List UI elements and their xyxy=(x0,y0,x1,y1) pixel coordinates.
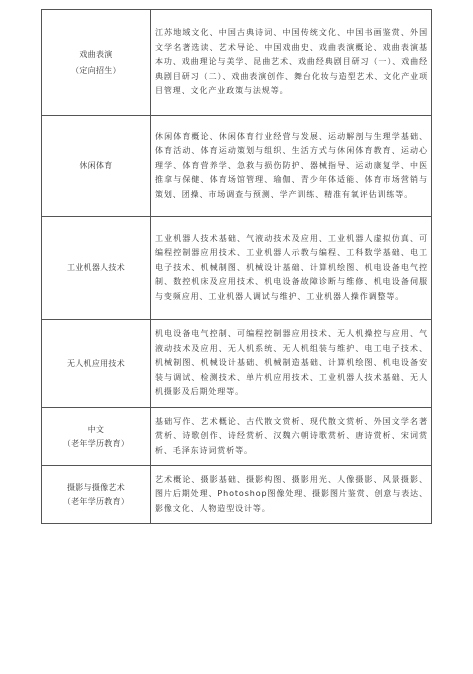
major-name: 中文 xyxy=(87,424,105,434)
major-note: （老年学历教育） xyxy=(62,438,130,448)
courses-cell: 基础写作、艺术概论、古代散文赏析、现代散文赏析、外国文学名著赏析、诗歌创作、诗经赏析、汉魏六朝诗歌赏析、唐诗赏析、宋词赏析、毛泽东诗词赏析等。 xyxy=(151,408,432,466)
table-row xyxy=(42,116,432,217)
courses-cell: 江苏地域文化、中国古典诗词、中国传统文化、中国书画鉴赏、外国文学名著选读、艺术导论、中国戏曲史、戏曲表演概论、戏曲表演基本功、戏曲理论与美学、昆曲艺术、戏曲经典剧目研习（一）、戏曲经典剧目研习（二）、戏曲表演创作、舞台化妆与造型艺术、文化产业项目管理、文化产业政策与法规等。 xyxy=(151,10,432,116)
major-cell xyxy=(42,320,151,408)
major-note: （老年学历教育） xyxy=(62,496,130,506)
table-row xyxy=(42,320,432,408)
major-cell xyxy=(42,466,151,524)
major-cell xyxy=(42,116,151,217)
major-name: 戏曲表演 xyxy=(79,49,113,59)
table-row xyxy=(42,217,432,320)
courses-cell: 工业机器人技术基础、气液动技术及应用、工业机器人虚拟仿真、可编程控制器应用技术、工业机器人示教与编程、工科数学基础、电工电子技术、机械制图、机械设计基础、计算机绘图、机电设备电气控制、数控机床及应用技术、机电设备故障诊断与维修、机电设备伺服与变频应用、工业机器人调试与维护、工业机器人操作调整等。 xyxy=(151,217,432,320)
major-cell xyxy=(42,217,151,320)
courses-cell: 休闲体育概论、休闲体育行业经营与发展、运动解剖与生理学基础、体育活动、体育运动策划与组织、生活方式与休闲体育教育、运动心理学、体育营养学、急救与损伤防护、器械指导、运动康复学、中医推拿与保健、体育场馆管理、瑜伽、青少年体适能、体育市场营销与策划、团操、市场调查与预测、学产训练、精准有氧评估训练等。 xyxy=(151,116,432,217)
table-row xyxy=(42,408,432,466)
courses-cell: 艺术概论、摄影基础、摄影构图、摄影用光、人像摄影、风景摄影、图片后期处理、Photoshop图像处理、摄影图片鉴赏、创意与表达、影像文化、人物造型设计等。 xyxy=(151,466,432,524)
major-name: 摄影与摄像艺术 xyxy=(66,482,126,492)
major-name: 工业机器人技术 xyxy=(66,263,126,272)
major-cell xyxy=(42,10,151,116)
major-name: 休闲体育 xyxy=(79,161,113,170)
table-row xyxy=(42,466,432,524)
major-name: 无人机应用技术 xyxy=(66,358,126,368)
major-note: （定向招生） xyxy=(71,65,121,75)
curriculum-table xyxy=(41,9,432,524)
courses-cell: 机电设备电气控制、可编程控制器应用技术、无人机操控与应用、气液动技术及应用、无人机系统、无人机组装与维护、电工电子技术、机械制图、机械设计基础、机械制造基础、计算机绘图、机电设备安装与调试、检测技术、单片机应用技术、工业机器人技术基础、无人机摄影及后期处理等。 xyxy=(151,320,432,408)
major-cell xyxy=(42,408,151,466)
table-row xyxy=(42,10,432,116)
